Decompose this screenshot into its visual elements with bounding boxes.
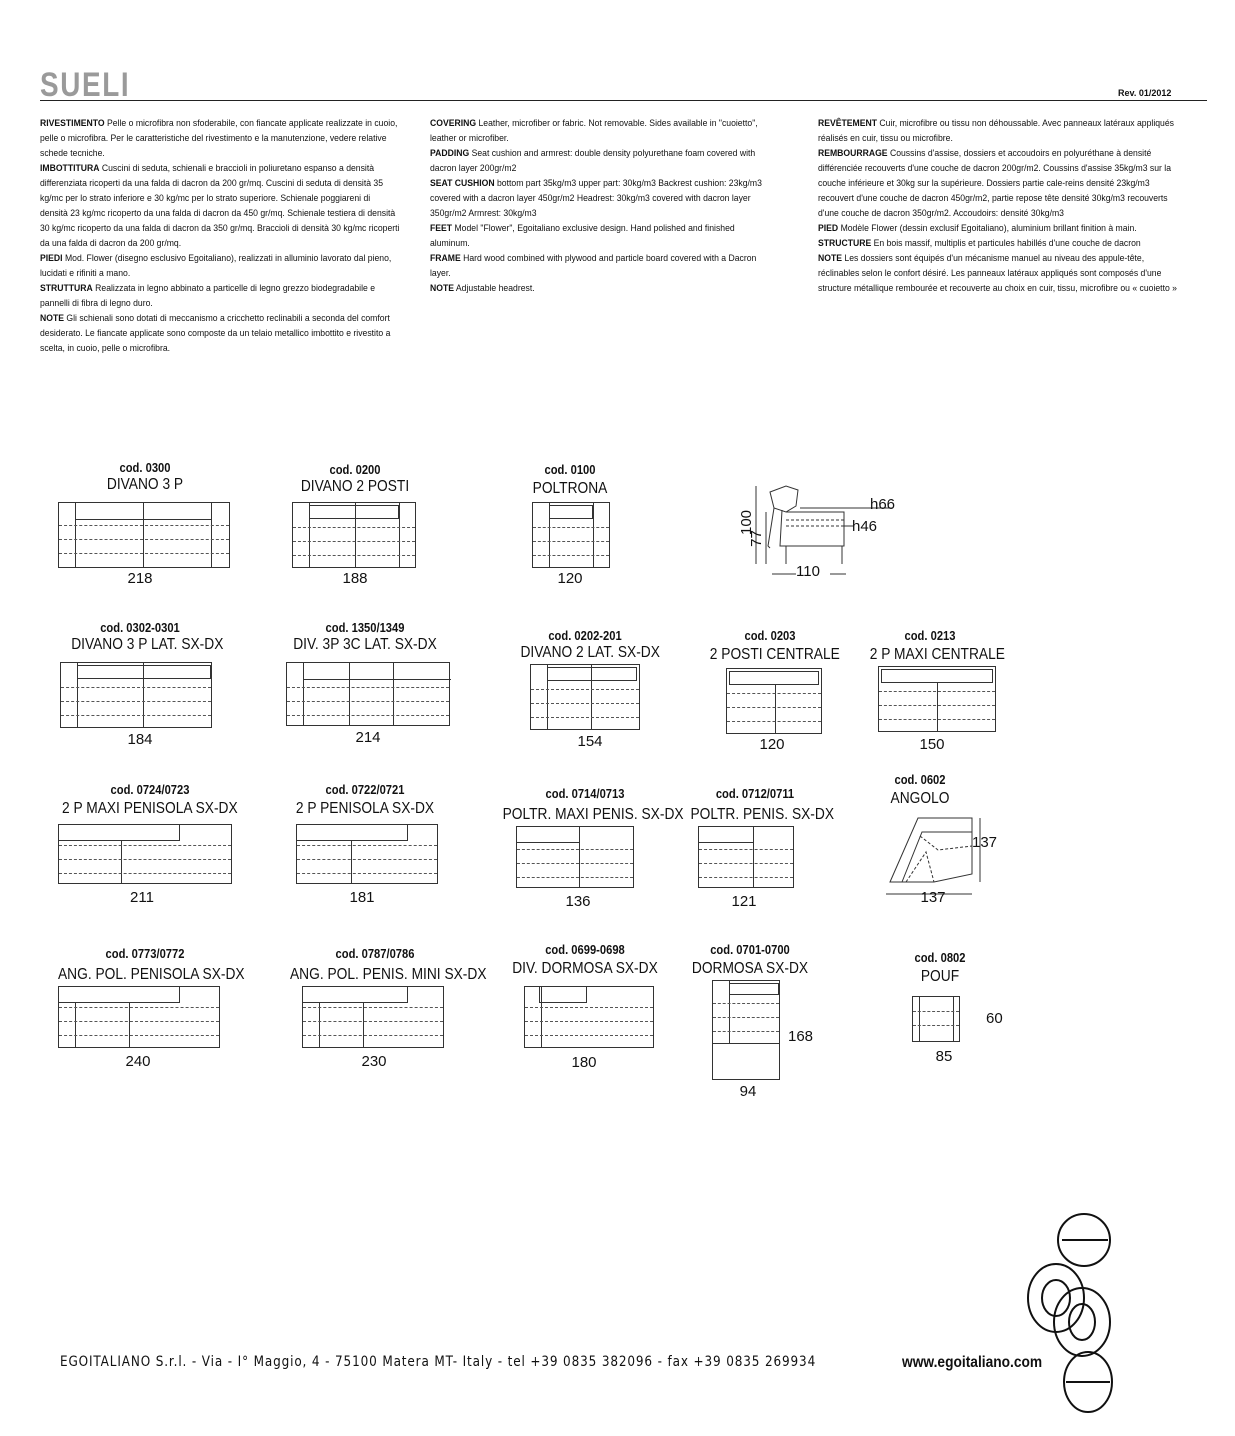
corner-chaise-plan <box>58 986 220 1048</box>
item-code: cod. 0213 <box>904 628 956 643</box>
item-width: 120 <box>759 736 785 753</box>
item-width: 121 <box>731 893 757 910</box>
corner-chaise-plan <box>302 986 444 1048</box>
item-name: POLTR. PENIS. SX-DX <box>690 806 834 823</box>
header-rule <box>40 100 1207 101</box>
item-name: DIVANO 2 POSTI <box>300 478 410 495</box>
item-width: 184 <box>127 731 153 748</box>
item-code: cod. 0699-0698 <box>545 942 625 957</box>
revision-label: Rev. 01/2012 <box>1118 88 1172 98</box>
item-code: cod. 0200 <box>329 462 381 477</box>
item-width: 137 <box>920 889 946 906</box>
sofa-plan <box>878 666 996 732</box>
sofa-plan <box>292 502 416 568</box>
chaise-plan <box>58 824 232 884</box>
item-code: cod. 0722/0721 <box>325 782 405 797</box>
sofa-bed-plan <box>524 986 654 1048</box>
sofa-plan <box>60 662 212 728</box>
item-name: 2 P MAXI CENTRALE <box>869 646 1005 663</box>
item-depth: 60 <box>986 1010 1003 1027</box>
item-width: 188 <box>342 570 368 587</box>
item-name: ANG. POL. PENIS. MINI SX-DX <box>290 966 487 983</box>
arm-height: 77 <box>747 530 765 547</box>
item-code: cod. 0203 <box>744 628 796 643</box>
item-code: cod. 0714/0713 <box>545 786 625 801</box>
item-name: POUF <box>920 968 960 985</box>
pouf-plan <box>912 996 960 1042</box>
item-width: 150 <box>919 736 945 753</box>
item-depth: 137 <box>972 834 998 851</box>
item-width: 136 <box>565 893 591 910</box>
chaise-plan <box>516 826 634 888</box>
item-name: POLTRONA <box>532 480 608 497</box>
item-name: 2 P PENISOLA SX-DX <box>295 800 435 817</box>
item-name: DORMOSA SX-DX <box>691 960 809 977</box>
total-height: 100 <box>738 509 756 536</box>
chaise-plan <box>296 824 438 884</box>
item-name: DIV. DORMOSA SX-DX <box>512 960 658 977</box>
item-code: cod. 0302-0301 <box>100 620 180 635</box>
item-width: 214 <box>355 729 381 746</box>
item-name: POLTR. MAXI PENIS. SX-DX <box>502 806 684 823</box>
item-name: ANG. POL. PENISOLA SX-DX <box>58 966 245 983</box>
english-description: COVERING Leather, microfiber or fabric. Not removable. Sides available in "cuoietto", leather or microfiber. PADDING Seat cushion and armrest: double density polyurethane foam covered with dacron layer 200gr/m2 SEAT CUSHION bottom part 35kg/m3 upper part: 30kg/m3 Backrest cushion: 23kg/m3 covered with a dacron layer 450gr/m2 Headrest: 30kg/m3 covered with dacron layer 350gr/m2 Armrest: 30kg/m3 FEET Model "Flower", Egoitaliano exclusive design. Hand polished and finished aluminum. FRAME Hard wood combined with plywood and particle board covered with a Dacron layer. NOTE Adjustable headrest. <box>430 118 762 294</box>
item-name: DIVANO 3 P LAT. SX-DX <box>71 636 224 653</box>
sofa-bed-plan <box>712 980 780 1080</box>
back-height: h66 <box>870 496 896 513</box>
depth: 110 <box>796 563 820 580</box>
item-code: cod. 0701-0700 <box>710 942 790 957</box>
item-code: cod. 0802 <box>914 950 966 965</box>
item-code: cod. 0787/0786 <box>335 946 415 961</box>
sofa-plan <box>530 664 640 730</box>
sofa-plan <box>58 502 230 568</box>
company-address: EGOITALIANO S.r.l. - Via - I° Maggio, 4 - 75100 Matera MT- Italy - tel +39 0835 382096 - fax +39 0835 269934 <box>60 1354 817 1370</box>
item-name: 2 P MAXI PENISOLA SX-DX <box>62 800 238 817</box>
item-code: cod. 0724/0723 <box>110 782 190 797</box>
item-code: cod. 0712/0711 <box>715 786 795 801</box>
item-code: cod. 0202-201 <box>548 628 622 643</box>
item-width: 230 <box>361 1053 387 1070</box>
sofa-plan <box>726 668 822 734</box>
item-width: 154 <box>577 733 603 750</box>
item-name: DIV. 3P 3C LAT. SX-DX <box>293 636 437 653</box>
item-code: cod. 0602 <box>894 772 946 787</box>
item-width: 180 <box>571 1054 597 1071</box>
ego-logo <box>1022 1212 1114 1420</box>
armchair-plan <box>532 502 610 568</box>
item-width: 85 <box>935 1048 953 1065</box>
chaise-plan <box>698 826 794 888</box>
sofa-plan <box>286 662 450 726</box>
item-code: cod. 1350/1349 <box>325 620 405 635</box>
item-depth: 168 <box>788 1028 814 1045</box>
corner-plan <box>866 806 986 902</box>
website-link[interactable]: www.egoitaliano.com <box>902 1354 1043 1371</box>
seat-height: h46 <box>852 518 878 535</box>
item-width: 94 <box>739 1083 757 1100</box>
item-width: 211 <box>130 889 154 906</box>
french-description: REVÊTEMENT Cuir, microfibre ou tissu non déhoussable. Avec panneaux latéraux appliqués réalisés en cuir, tissu ou microfibre. REMBOURRAGE Coussins d'assise, dossiers et accoudoirs en polyuréthane à densité différenciée recouverts d'une couche de dacron 200gr/m2. Coussins d'assise 35kg/m3 sur la couche inférieure et 30kg sur la supérieure. Dossiers partie cale-reins densité 23kg/m3 recouvert d'une couche de dacron 450gr/m2, partie repose tête densité 30kg/m3 recouverts d'une couche de dacron 350gr/m2. Accoudoirs: densité 30kg/m3 PIED Modèle Flower (dessin exclusif Egoitaliano), aluminium brillant finition à main. STRUCTURE En bois massif, multiplis et particules habillés d'une couche de dacron NOTE Les dossiers sont équipés d'un mécanisme manuel au niveau des appule-tête, réclinables selon le confort désiré. Les panneaux latéraux appliqués sont composés d'une structure métallique rembourée et recouverte au choix en cuir, tissu, microfibre ou « cuoietto » <box>818 118 1177 294</box>
item-width: 120 <box>557 570 583 587</box>
item-name: ANGOLO <box>890 790 950 807</box>
item-name: DIVANO 3 P <box>106 476 184 493</box>
item-name: DIVANO 2 LAT. SX-DX <box>520 644 660 661</box>
item-name: 2 POSTI CENTRALE <box>709 646 840 663</box>
italian-description: RIVESTIMENTO Pelle o microfibra non sfoderabile, con fiancate applicate realizzate in cuoio, pelle o microfibra. Per le caratteristiche del rivestimento e la manutenzione, vedere relative schede tecniche. IMBOTTITURA Cuscini di seduta, schienali e braccioli in poliuretano espanso a densità differenziata ricoperti da una falda di dacron da 200 gr/mq. Cuscini di seduta di densità 35 kg/mc per lo strato inferiore e 30 kg/mc per lo strato superiore. Schienale poggiareni di densità 23 kg/mc ricoperto da una falda di dacron da 450 gr/mq. Schienale testiera di densità 30 kg/mc ricoperto da una falda di dacron da 350 gr/mq. Braccioli di densità 30 kg/mc ricoperti da una falda di dacron da 200 gr/mq. PIEDI Mod. Flower (disegno esclusivo Egoitaliano), realizzati in alluminio lavorato dal pieno, lucidati e rifiniti a mano. STRUTTURA Realizzata in legno abbinato a particelle di legno grezzo biodegradabile e pannelli di fibra di legno duro. NOTE Gli schienali sono dotati di meccanismo a cricchetto reclinabili a seconda del comfort desiderato. Le fiancate applicate sono composte da un telaio metallico imbottito e rivestito a scelta, in cuoio, pelle o microfibra. <box>40 118 400 354</box>
item-width: 181 <box>349 889 375 906</box>
page-title: SUELI <box>40 66 131 104</box>
item-width: 218 <box>127 570 153 587</box>
item-code: cod. 0300 <box>119 460 171 475</box>
item-code: cod. 0100 <box>544 462 596 477</box>
item-code: cod. 0773/0772 <box>105 946 185 961</box>
item-width: 240 <box>125 1053 151 1070</box>
